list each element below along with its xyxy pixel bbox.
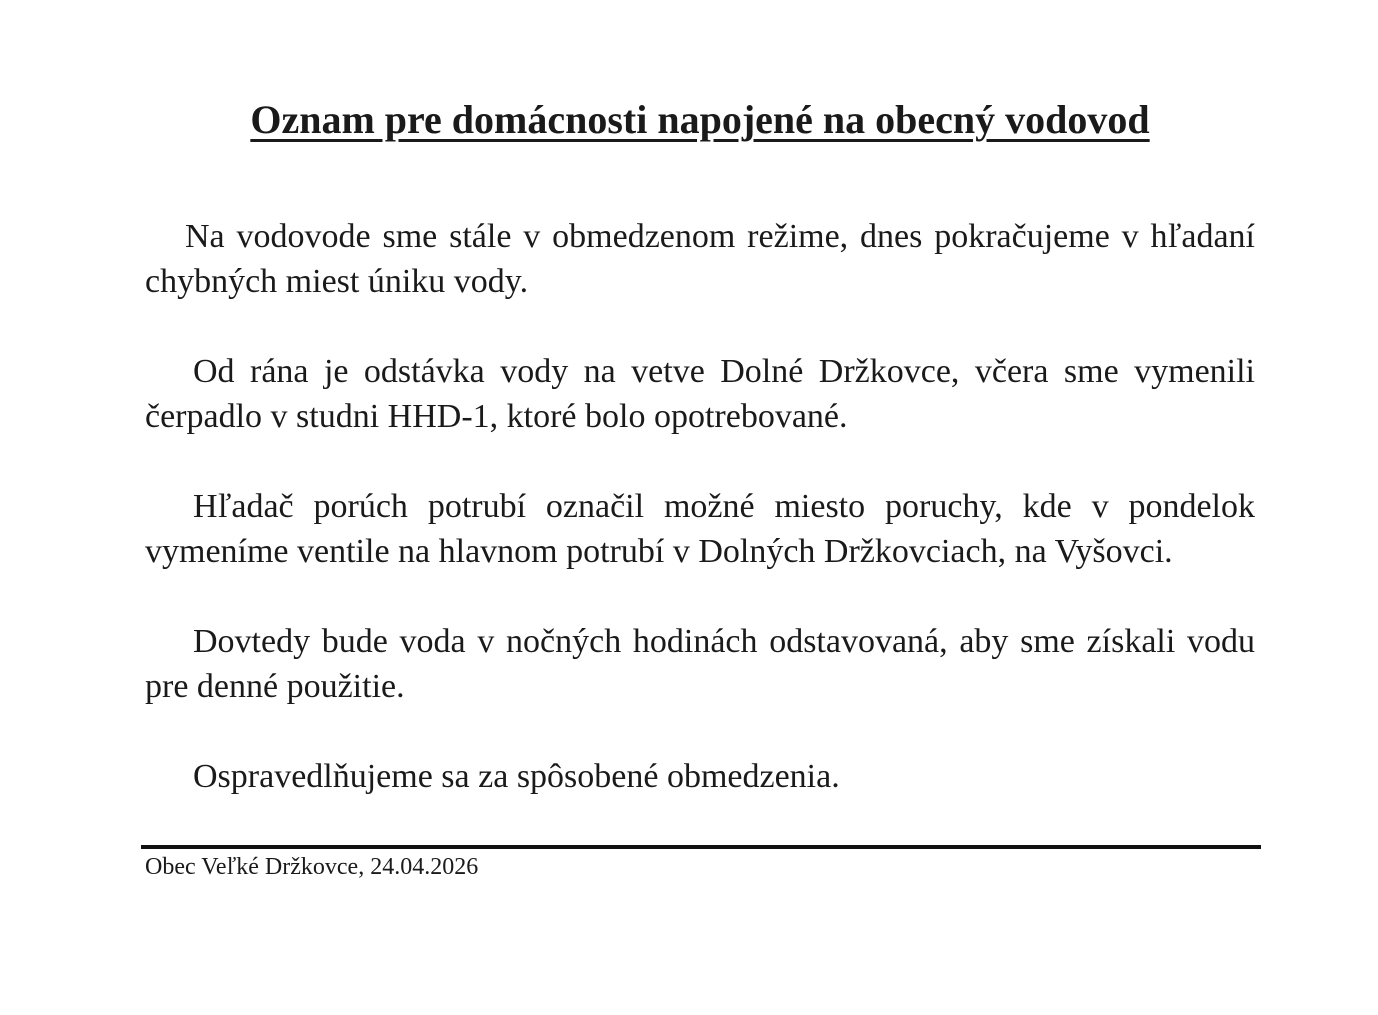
paragraph-outage: Od rána je odstávka vody na vetve Dolné Držkovce, včera sme vymenili čerpadlo v studni HHD-1, ktoré bolo opotrebované. <box>145 353 1255 435</box>
notice-body <box>145 214 1255 799</box>
paragraph-night-shutdown: Dovtedy bude voda v nočných hodinách odstavovaná, aby sme získali vodu pre denné použitie. <box>145 623 1255 705</box>
notice-title: Oznam pre domácnosti napojené na obecný vodovod <box>250 97 1150 142</box>
footer-divider <box>141 845 1261 849</box>
paragraph-repair: Hľadač porúch potrubí označil možné miesto poruchy, kde v pondelok vymeníme ventile na hlavnom potrubí v Dolných Držkovciach, na Vyšovci. <box>145 488 1255 570</box>
paragraph-status: Na vodovode sme stále v obmedzenom režime, dnes pokračujeme v hľadaní chybných miest úniku vody. <box>145 218 1255 300</box>
footer-signature: Obec Veľké Držkovce, 24.04.2026 <box>145 854 479 880</box>
paragraph-apology: Ospravedlňujeme sa za spôsobené obmedzenia. <box>193 758 840 795</box>
